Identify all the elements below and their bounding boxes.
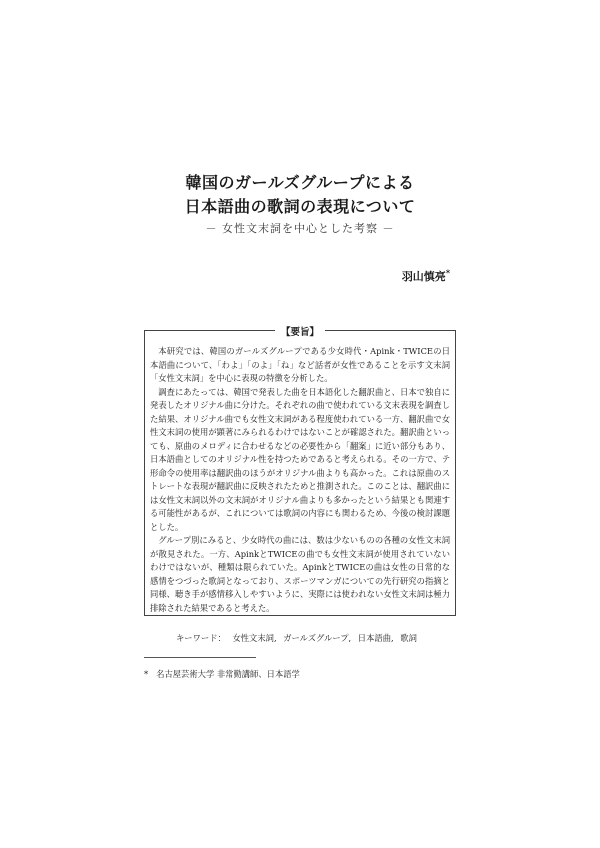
paper-title-line-2: 日本語曲の歌詞の表現について [184, 197, 416, 216]
abstract-box [144, 327, 456, 616]
author-name: 羽山慎亮 [401, 270, 446, 283]
abstract-paragraph: 調査にあたっては、韓国で発表した曲を日本語化した翻訳曲と、日本で独自に発表したオリジナル曲に分けた。それぞれの曲で使われている文末表現を調査した結果、オリジナル曲でも女性文末詞がある程度使われている一方、翻訳曲で女性文末詞の使用が顕著にみられるわけではないことが確認された。翻訳曲といっても、原曲のメロディに合わせるなどの必要性から「翻案」に近い部分もあり、日本語曲としてのオリジナル性を持つためであると考えられる。その一方で、テ形命令の使用率は翻訳曲のほうがオリジナル曲よりも高かった。これは原曲のストレートな表現が翻訳曲に反映されたためと推測された。このことは、翻訳曲には女性文末詞以外の文末詞がオリジナル曲よりも多かったという結果とも関連する可能性があるが、これについては歌詞の内容にも関わるため、今後の検討課題とした。 [150, 386, 450, 532]
keyword-term: 日本語曲 [357, 633, 391, 643]
keywords-line [176, 632, 417, 644]
footnote-text: 名古屋芸術大学 非常勤講師、日本語学 [156, 669, 300, 679]
keyword-term: ガールズグループ [283, 633, 349, 643]
keywords-label: キーワード： [176, 633, 226, 643]
keyword-term: 歌詞 [400, 633, 417, 643]
author-line [402, 268, 450, 284]
abstract-heading: 【要旨】 [275, 326, 325, 340]
abstract-heading-wrap [145, 323, 455, 340]
footnote-mark: * [144, 669, 149, 679]
paper-subtitle: － 女性文末詞を中心とした考察 － [205, 222, 395, 235]
abstract-body [150, 345, 450, 615]
keyword-separator: , [391, 633, 394, 643]
abstract-paragraph: 本研究では、韓国のガールズグループである少女時代・Apink・TWICEの日本語曲について、「わよ」「のよ」「ね」など話者が女性であることを示す文末詞「女性文末詞」を中心に表現の特徴を分析した。 [150, 346, 450, 383]
author-footnote-mark: * [445, 267, 450, 278]
keyword-separator: , [348, 633, 352, 643]
paper-title-line-1: 韓国のガールズグループによる [185, 173, 415, 192]
footnote-divider [144, 657, 256, 658]
keyword-separator: , [273, 633, 277, 643]
keyword-term: 女性文末詞 [232, 633, 274, 643]
footnote [144, 668, 300, 680]
abstract-paragraph: グループ別にみると、少女時代の曲には、数は少ないものの各種の女性文末詞が散見された。一方、ApinkとTWICEの曲でも女性文末詞が使用されていないわけではないが、種類は限られていた。ApinkとTWICEの曲は女性の日常的な感情をつづった歌詞となっており、スポーツマンガについての先行研究の指摘と同様、聴き手が感情移入しやすいように、実際には使われない女性文末詞は極力排除された結果であると考えた。 [150, 535, 450, 613]
